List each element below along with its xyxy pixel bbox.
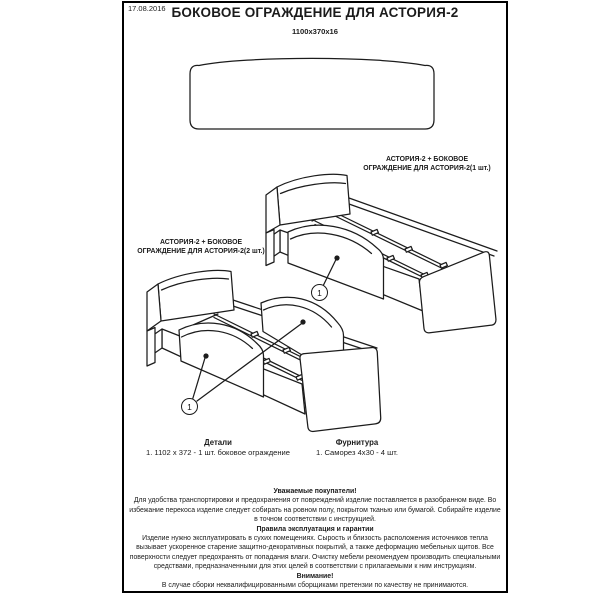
bed-one-label-line1: АСТОРИЯ-2 + БОКОВОЕ [385, 156, 469, 163]
hardware-item: 1. Саморез 4х30 - 4 шт. [316, 448, 398, 457]
rules-text: Изделие нужно эксплуатировать в сухих помещениях. Сырость и близость расположения источников тепла вызывает ускоренное старение защитно-декоративных покрытий, а также деформацию мебельных щитов. Все поверхности следует предохранять от попадания влаги. Очистку мебели рекомендуем производить специальными средствами, предназначенными для этих целей в соответствии с прилагаемыми к ним инструкциям. [129, 535, 501, 571]
bed-one-label-line2: ОГРАЖДЕНИЕ ДЛЯ АСТОРИЯ-2(1 шт.) [363, 164, 491, 172]
greeting-text: Для удобства транспортировки и предохранения от повреждений изделие поставляется в разобранном виде. Во избежание перекоса изделие следует собирать на ровном полу, покрытом тканью или бумагой. Собирайте изделие в точном соответствии с инструкцией. [129, 497, 501, 524]
warning-heading: Внимание! [296, 572, 334, 580]
document-date: 17.08.2016 [128, 4, 166, 13]
bed-two-label-line2: ОГРАЖДЕНИЕ ДЛЯ АСТОРИЯ-2(2 шт.) [137, 247, 265, 255]
warning-text: В случае сборки неквалифицированными сборщиками претензии по качеству не принимаются. [161, 582, 469, 590]
bed-two-label [130, 239, 272, 256]
panel-dimensions: 1100х370х16 [291, 27, 339, 36]
bed-one-label [357, 156, 497, 173]
side-rail-panel-drawing [190, 58, 434, 129]
details-item: 1. 1102 х 372 - 1 шт. боковое ограждение [145, 448, 291, 457]
details-heading: Детали [204, 438, 232, 447]
hardware-section [298, 438, 416, 458]
callout-dot [301, 320, 305, 324]
callout-dot [335, 256, 339, 260]
callout-badge: 1 [311, 284, 328, 301]
callout-dot [204, 354, 208, 358]
callout-badge: 1 [181, 398, 198, 415]
page-title: БОКОВОЕ ОГРАЖДЕНИЕ ДЛЯ АСТОРИЯ-2 [171, 5, 459, 20]
rules-heading: Правила эксплуатация и гарантии [256, 525, 374, 533]
customer-notes [128, 487, 502, 590]
bed-two-label-line1: АСТОРИЯ-2 + БОКОВОЕ [159, 239, 243, 246]
hardware-heading: Фурнитура [335, 438, 379, 447]
greeting-heading: Уважаемые покупатели! [273, 488, 357, 495]
details-section [123, 438, 313, 458]
